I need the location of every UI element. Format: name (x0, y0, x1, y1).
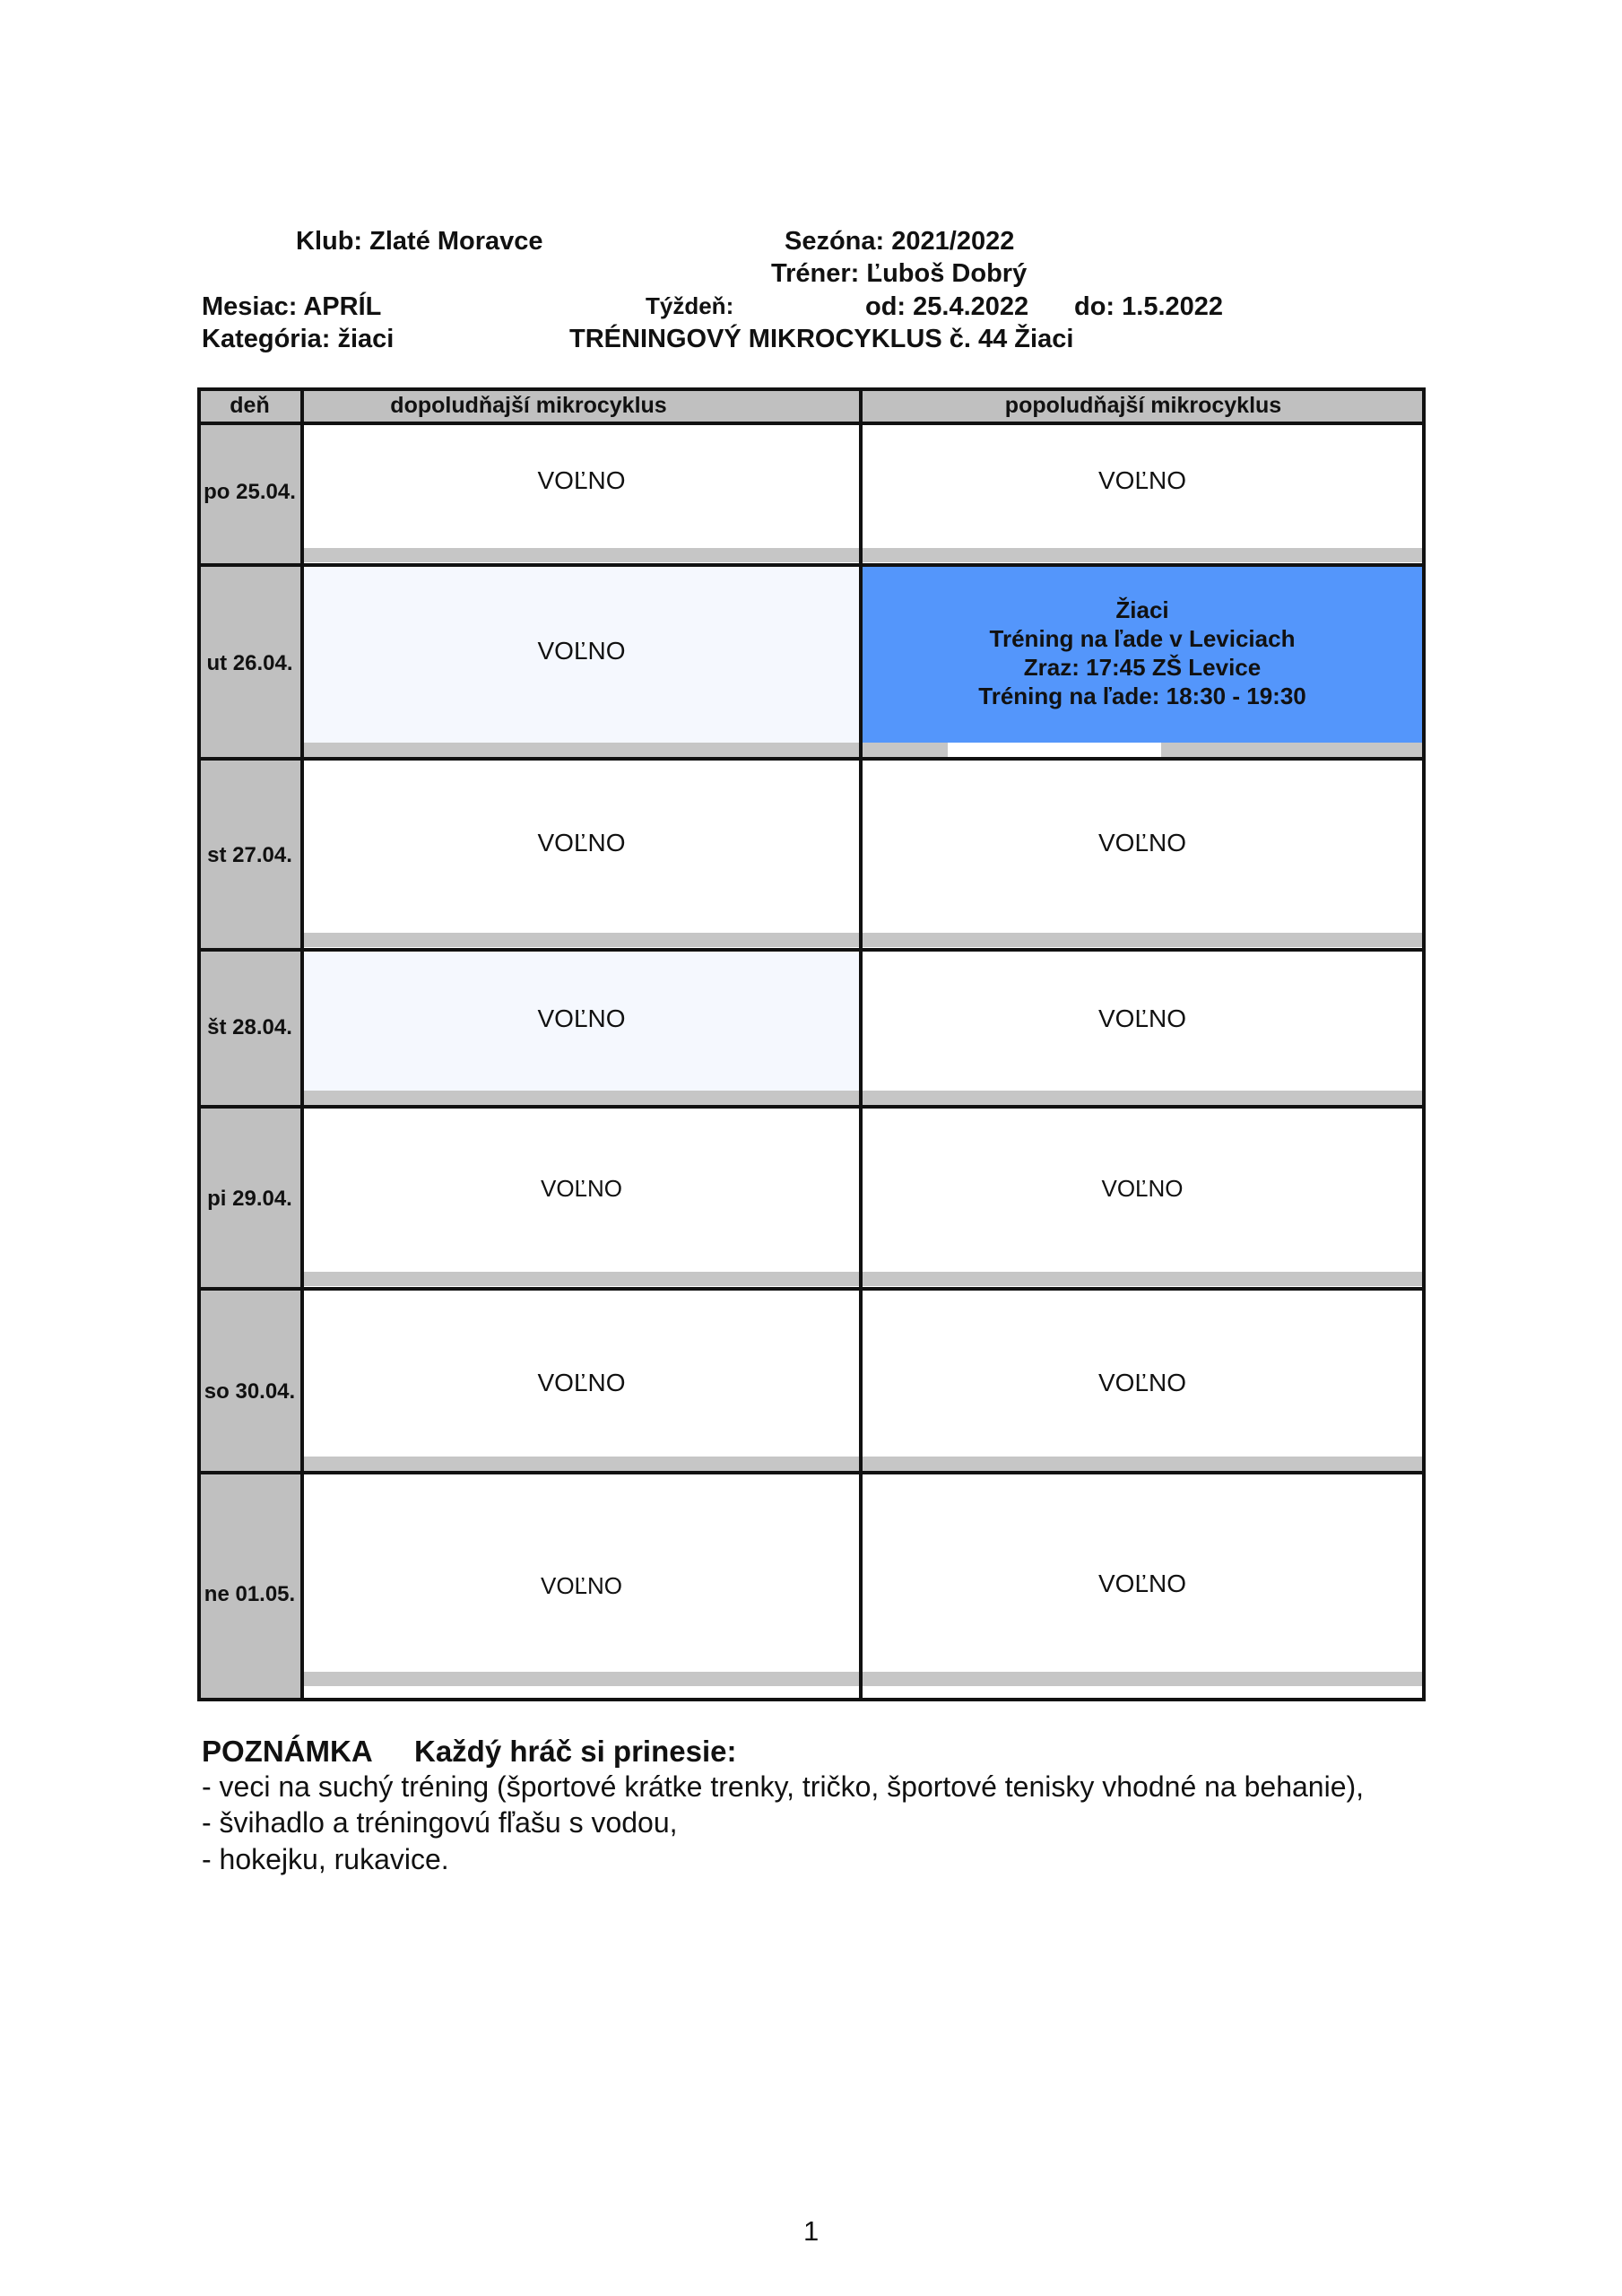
table-border (197, 948, 1426, 952)
afternoon-cell: VOĽNO (1101, 1175, 1184, 1202)
table-border (197, 563, 1426, 567)
table-border (859, 387, 863, 1701)
schedule-table (197, 387, 1426, 1701)
table-border (197, 422, 1426, 425)
afternoon-cell: VOĽNO (1097, 1570, 1187, 1597)
note-line: - hokejku, rukavice. (202, 1843, 449, 1875)
morning-cell: VOĽNO (537, 829, 626, 857)
row-strip (302, 743, 861, 757)
training-details (863, 596, 1422, 710)
morning-cell: VOĽNO (537, 637, 626, 665)
day-label: po 25.04. (204, 480, 296, 504)
column-header-morning-label: dopoludňajší mikrocyklus (390, 393, 667, 418)
row-strip (302, 1272, 1426, 1286)
day-label: pi 29.04. (207, 1187, 292, 1211)
ice-time: Tréning na ľade: 18:30 - 19:30 (978, 683, 1306, 709)
morning-cell: VOĽNO (537, 466, 626, 494)
table-border (197, 1471, 1426, 1474)
afternoon-cell: VOĽNO (1097, 1369, 1187, 1396)
day-label: št 28.04. (207, 1015, 292, 1039)
page-number: 1 (803, 2215, 820, 2247)
table-border (197, 1105, 1426, 1109)
week-label: Týždeň: (646, 292, 734, 319)
table-border (197, 387, 201, 1701)
table-border (197, 1287, 1426, 1291)
training-group: Žiaci (1115, 596, 1169, 623)
microcycle-title: TRÉNINGOVÝ MIKROCYKLUS č. 44 Žiaci (569, 325, 1074, 353)
club-name: Klub: Zlaté Moravce (296, 227, 543, 256)
note-subtitle: Každý hráč si prinesie: (414, 1735, 737, 1768)
morning-cell: VOĽNO (537, 1004, 626, 1032)
day-label: ne 01.05. (204, 1582, 296, 1606)
meeting-time: Zraz: 17:45 ZŠ Levice (1023, 654, 1262, 681)
note-title: POZNÁMKA (202, 1735, 373, 1768)
table-border (197, 757, 1426, 761)
day-label: st 27.04. (207, 843, 292, 867)
morning-cell: VOĽNO (540, 1175, 623, 1202)
day-column (197, 423, 302, 1701)
table-border (197, 1698, 1426, 1701)
training-location: Tréning na ľade v Leviciach (989, 625, 1296, 652)
afternoon-cell: VOĽNO (1097, 829, 1187, 857)
season: Sezóna: 2021/2022 (785, 227, 1015, 256)
note-line: - švihadlo a tréningovú fľašu s vodou, (202, 1806, 678, 1839)
day-label: so 30.04. (204, 1379, 296, 1404)
category: Kategória: žiaci (202, 325, 395, 353)
afternoon-cell: VOĽNO (1097, 1004, 1187, 1032)
table-border (300, 387, 304, 1701)
row-strip (1161, 743, 1426, 757)
row-strip (863, 743, 948, 757)
column-header-afternoon: popoludňajší mikrocyklus (1004, 393, 1282, 418)
morning-cell: VOĽNO (540, 1572, 623, 1599)
day-label: ut 26.04. (206, 651, 293, 675)
morning-cell: VOĽNO (537, 1369, 626, 1396)
column-header-day: deň (230, 393, 270, 418)
week-to: do: 1.5.2022 (1074, 292, 1224, 321)
row-strip (302, 1672, 1426, 1686)
table-border (197, 387, 1426, 391)
coach: Tréner: Ľuboš Dobrý (771, 259, 1028, 288)
row-strip (302, 933, 1426, 947)
table-border (1422, 387, 1426, 1701)
week-from: od: 25.4.2022 (865, 292, 1029, 321)
note-line: - veci na suchý tréning (športové krátke trenky, tričko, športové tenisky vhodné na behanie), (202, 1770, 1365, 1803)
month: Mesiac: APRÍL (202, 292, 382, 321)
row-strip (302, 1091, 1426, 1105)
row-strip (302, 1457, 1426, 1471)
row-strip (302, 548, 1426, 562)
afternoon-cell: VOĽNO (1097, 466, 1187, 494)
